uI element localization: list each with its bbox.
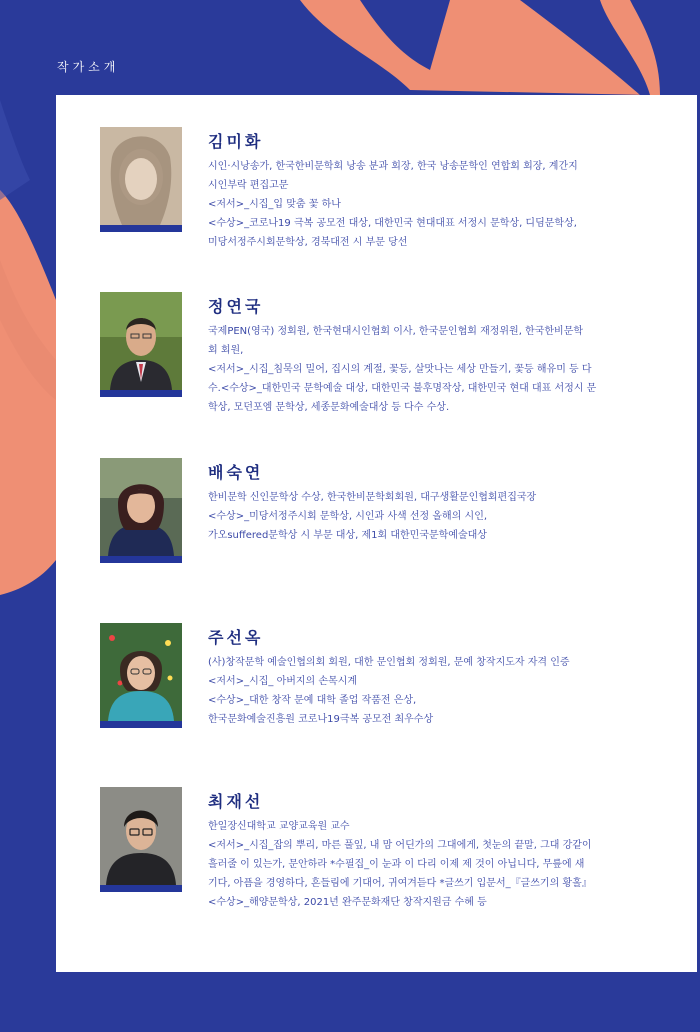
- author-photo: [100, 292, 182, 398]
- author-name: 주선옥: [208, 628, 264, 647]
- author-card: [100, 787, 670, 937]
- bio-line: <저서>_시집_침묵의 밀어, 집시의 계절, 꽃등, 살맛나는 세상 만들기, 꽃등 해유미 등 다: [208, 364, 592, 375]
- author-photo: [100, 458, 182, 564]
- bio-line: <저서>_시집_입 맞춤 꽃 하나: [208, 199, 341, 210]
- bio-line: 국제PEN(영국) 정회원, 한국현대시인협회 이사, 한국문인협회 재정위원, 한국한비문학: [208, 326, 584, 337]
- author-bio: [208, 817, 668, 912]
- author-card: [100, 458, 670, 608]
- bio-line: 미당서정주시회문학상, 경북대전 시 부문 당선: [208, 237, 408, 248]
- author-bio: [208, 157, 668, 252]
- author-name: 김미화: [208, 132, 264, 151]
- bio-line: 회 회원,: [208, 345, 244, 356]
- author-name: 배숙연: [208, 463, 264, 482]
- bio-line: 흘러줄 이 있는가, 문안하라 *수필집_이 눈과 이 다리 이제 제 것이 아닙니다, 무릎에 새: [208, 859, 585, 870]
- bio-line: 한비문학 신인문학상 수상, 한국한비문학회회원, 대구생활문인협회편집국장: [208, 492, 537, 503]
- author-bio: [208, 653, 668, 729]
- author-bio: [208, 488, 668, 545]
- bio-line: 한일장신대학교 교양교육원 교수: [208, 821, 350, 832]
- author-bio: [208, 322, 668, 417]
- author-name: 최재선: [208, 792, 264, 811]
- bio-line: <수상>_미당서정주시회 문학상, 시인과 사색 선정 올해의 시인,: [208, 511, 488, 522]
- bio-line: 수.<수상>_대한민국 문학예술 대상, 대한민국 불후명작상, 대한민국 현대 대표 서정시 문: [208, 383, 597, 394]
- bio-line: <수상>_해양문학상, 2021년 완주문화재단 창작지원금 수혜 등: [208, 897, 487, 908]
- author-card: [100, 292, 670, 442]
- author-card: [100, 623, 670, 773]
- bio-line: (사)창작문학 예술인협의회 회원, 대한 문인협회 정회원, 문예 창작지도자 자격 인증: [208, 657, 570, 668]
- authors-panel: [56, 95, 697, 972]
- author-card: [100, 127, 670, 277]
- author-photo: [100, 127, 182, 233]
- section-title: 작가소개: [57, 60, 120, 74]
- author-name: 정연국: [208, 297, 264, 316]
- bio-line: 시인부락 편집고문: [208, 180, 289, 191]
- bio-line: 시인·시낭송가, 한국한비문학회 낭송 분과 회장, 한국 낭송문학인 연합회 회장, 계간지: [208, 161, 578, 172]
- bio-line: <수상>_대한 창작 문예 대학 졸업 작품전 은상,: [208, 695, 417, 706]
- bio-line: 기다, 아픔을 경영하다, 흔들림에 기대어, 귀여겨듣다 *글쓰기 입문서_『글쓰기의 황홀』: [208, 878, 592, 889]
- bio-line: <수상>_코로나19 극복 공모전 대상, 대한민국 현대대표 서정시 문학상, 디딤문학상,: [208, 218, 577, 229]
- bio-line: <저서>_시집_잡의 뿌리, 마른 풀잎, 내 맘 어딘가의 그대에게, 첫눈의 끝말, 그대 강같이: [208, 840, 592, 851]
- bio-line: 한국문화예술진흥원 코로나19극복 공모전 최우수상: [208, 714, 434, 725]
- author-photo: [100, 787, 182, 893]
- author-photo: [100, 623, 182, 729]
- bio-line: <저서>_시집_ 아버지의 손목시계: [208, 676, 358, 687]
- bio-line: 가오suffered문학상 시 부문 대상, 제1회 대한민국문학예술대상: [208, 530, 487, 541]
- bio-line: 학상, 모던포엠 문학상, 세종문화예술대상 등 다수 수상.: [208, 402, 450, 413]
